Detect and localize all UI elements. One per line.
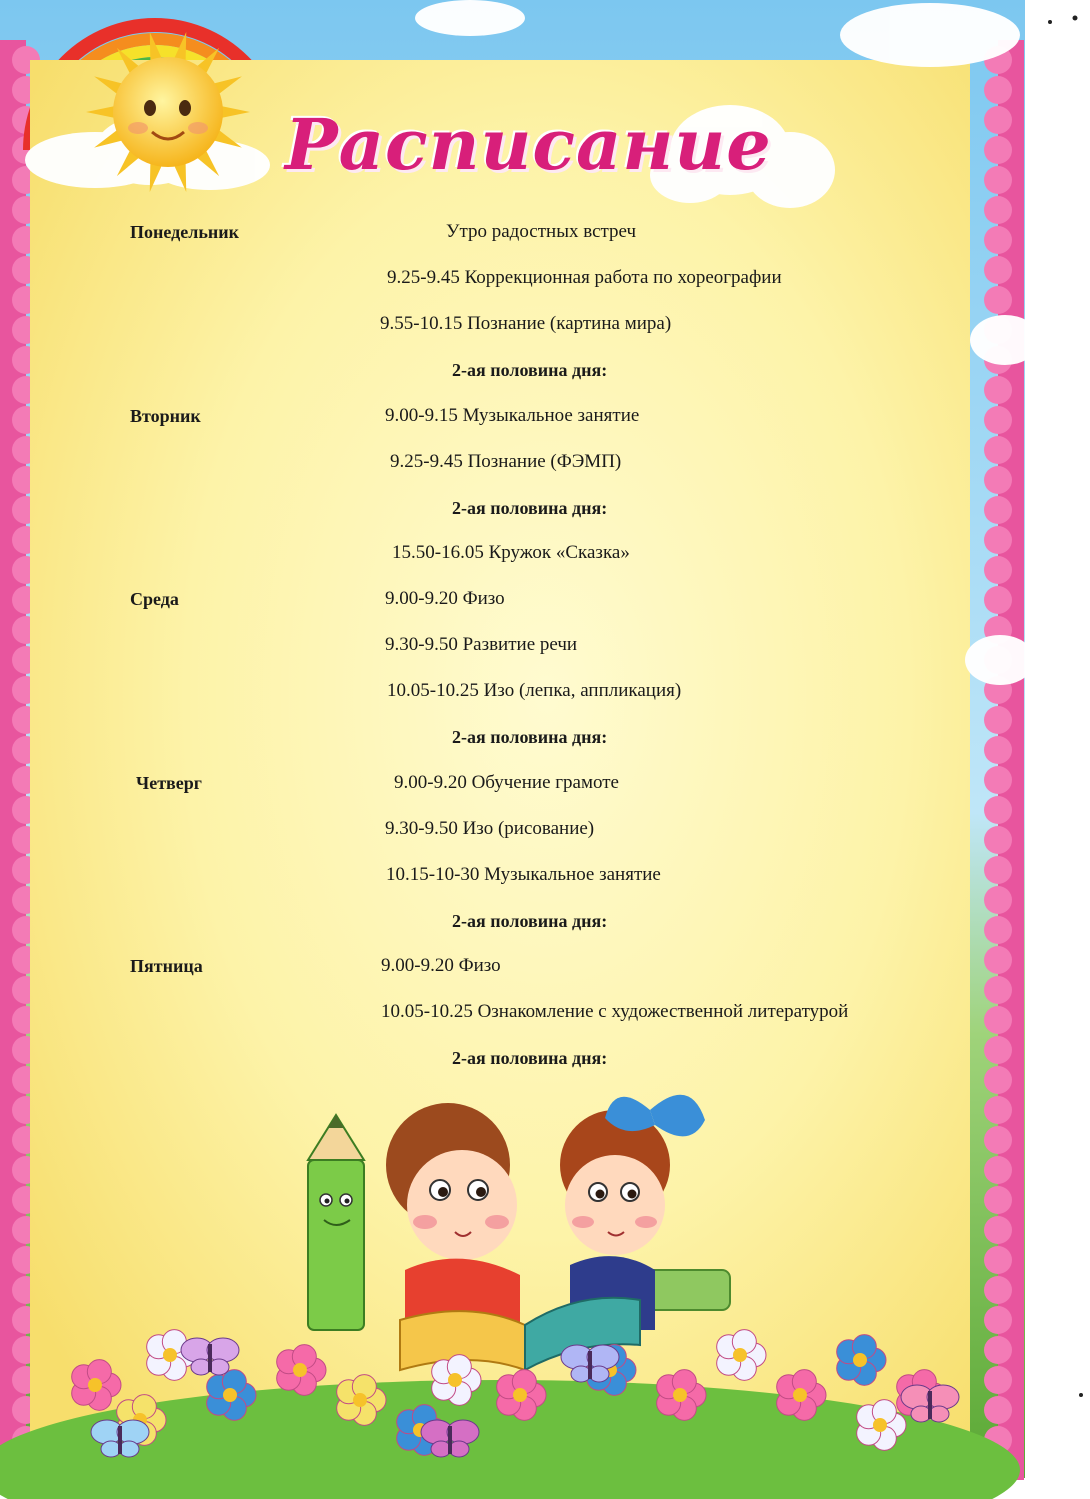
- half-day-heading: 2-ая половина дня:: [452, 1048, 608, 1068]
- day-monday: Понедельник: [130, 222, 239, 242]
- schedule-entry: 10.05-10.25 Ознакомление с художественной литературой: [381, 1001, 849, 1022]
- schedule-entry: Утро радостных встреч: [446, 221, 637, 242]
- page-title: Расписание: [285, 103, 772, 186]
- half-day-heading: 2-ая половина дня:: [452, 498, 608, 518]
- schedule-entry: 9.30-9.50 Развитие речи: [385, 634, 578, 655]
- schedule-entry: 9.30-9.50 Изо (рисование): [385, 818, 595, 839]
- half-day-heading: 2-ая половина дня:: [452, 360, 608, 380]
- schedule-entry: 9.25-9.45 Коррекционная работа по хореографии: [387, 267, 782, 288]
- schedule-entry: 9.00-9.20 Обучение грамоте: [394, 772, 619, 793]
- schedule-entry: 9.00-9.15 Музыкальное занятие: [385, 405, 640, 426]
- schedule-entry: 10.15-10-30 Музыкальное занятие: [386, 864, 661, 885]
- schedule-entry: 9.25-9.45 Познание (ФЭМП): [390, 451, 622, 472]
- schedule-entry: 15.50-16.05 Кружок «Сказка»: [392, 542, 630, 563]
- schedule-entry: 10.05-10.25 Изо (лепка, аппликация): [387, 680, 682, 701]
- day-tuesday: Вторник: [130, 406, 201, 426]
- day-wednesday: Среда: [130, 589, 179, 609]
- half-day-heading: 2-ая половина дня:: [452, 727, 608, 747]
- pencil-character-icon: [308, 1115, 364, 1330]
- schedule-entry: 9.00-9.20 Физо: [381, 955, 501, 976]
- day-friday: Пятница: [130, 956, 203, 976]
- schedule-entry: 9.55-10.15 Познание (картина мира): [380, 313, 672, 334]
- schedule-entry: 9.00-9.20 Физо: [385, 588, 505, 609]
- half-day-heading: 2-ая половина дня:: [452, 911, 608, 931]
- day-thursday: Четверг: [136, 773, 202, 793]
